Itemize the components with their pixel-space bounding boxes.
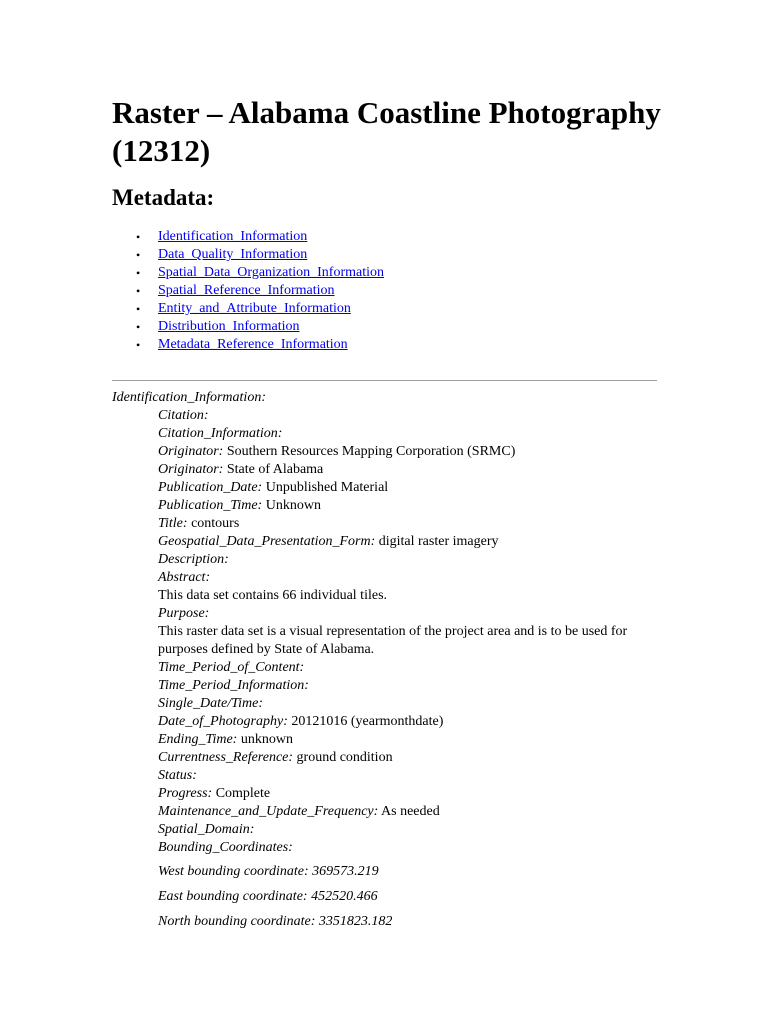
- bullet-icon: •: [136, 302, 141, 316]
- toc-item: [136, 300, 384, 318]
- east-bounding-coordinate: East bounding coordinate: 452520.466: [158, 889, 378, 904]
- field-row: [158, 713, 658, 731]
- field-value: As needed: [378, 804, 440, 819]
- field-value: Unknown: [262, 498, 321, 513]
- bullet-icon: •: [136, 248, 141, 262]
- abstract-text: This data set contains 66 individual tiles.: [158, 588, 388, 603]
- toc-item: [136, 282, 384, 300]
- field-row: [158, 731, 658, 749]
- field-value: Southern Resources Mapping Corporation (SRMC): [223, 444, 516, 459]
- field-key: Originator:: [158, 462, 224, 477]
- toc-item: [136, 228, 384, 246]
- table-of-contents: [136, 228, 385, 354]
- field-key: Maintenance_and_Update_Frequency:: [158, 804, 379, 819]
- section-divider: [112, 380, 657, 381]
- field-key: Title:: [158, 516, 188, 531]
- field-value: unknown: [237, 732, 293, 747]
- field-value: State of Alabama: [223, 462, 324, 477]
- toc-item: [136, 264, 385, 282]
- toc-link-spatial-reference[interactable]: Spatial_Reference_Information: [158, 283, 335, 298]
- field-key: Ending_Time:: [158, 732, 238, 747]
- field-row: [158, 479, 658, 497]
- field-value: ground condition: [293, 750, 393, 765]
- purpose-text: This raster data set is a visual representation of the project area and is to be used for purposes defined by State of Alabama.: [158, 624, 628, 657]
- field-row: [158, 533, 658, 551]
- section-title: Identification_Information:: [112, 390, 266, 405]
- toc-link-data-quality[interactable]: Data_Quality_Information: [158, 247, 308, 262]
- field-key: Citation_Information:: [158, 426, 283, 441]
- bullet-icon: •: [136, 284, 141, 298]
- bounding-coordinates: [158, 863, 658, 931]
- field-key: Progress:: [158, 786, 213, 801]
- field-row: [158, 443, 658, 461]
- field-key: Status:: [158, 768, 197, 783]
- toc-item: [136, 336, 384, 354]
- field-key: Description:: [158, 552, 229, 567]
- field-row: [158, 695, 658, 713]
- field-key: Single_Date/Time:: [158, 696, 263, 711]
- field-row: [158, 767, 658, 785]
- north-bounding-coordinate: North bounding coordinate: 3351823.182: [158, 914, 393, 929]
- field-key: Currentness_Reference:: [158, 750, 294, 765]
- field-row: [158, 785, 658, 803]
- field-value: digital raster imagery: [375, 534, 499, 549]
- toc-link-metadata-reference[interactable]: Metadata_Reference_Information: [158, 337, 348, 352]
- bullet-icon: •: [136, 320, 141, 334]
- field-key: Purpose:: [158, 606, 210, 621]
- field-key: Spatial_Domain:: [158, 822, 255, 837]
- field-row: [158, 425, 658, 443]
- field-row: [158, 605, 658, 623]
- field-value: contours: [187, 516, 240, 531]
- field-row: [158, 587, 658, 605]
- toc-link-spatial-data-organization[interactable]: Spatial_Data_Organization_Information: [158, 265, 385, 280]
- toc-item: [136, 318, 384, 336]
- toc-link-entity-attribute[interactable]: Entity_and_Attribute_Information: [158, 301, 351, 316]
- field-row: [158, 461, 658, 479]
- field-key: Time_Period_Information:: [158, 678, 309, 693]
- field-key: Publication_Date:: [158, 480, 263, 495]
- field-row: [158, 569, 658, 587]
- metadata-heading: Metadata:: [112, 185, 215, 210]
- toc-item: [136, 246, 384, 264]
- field-row: [158, 407, 658, 425]
- field-row: [158, 659, 658, 677]
- toc-link-identification[interactable]: Identification_Information: [158, 229, 308, 244]
- field-row: [158, 803, 658, 821]
- field-row: [158, 839, 658, 857]
- field-key: Publication_Time:: [158, 498, 263, 513]
- field-key: Originator:: [158, 444, 224, 459]
- field-row: [158, 821, 658, 839]
- field-key: Bounding_Coordinates:: [158, 840, 293, 855]
- bullet-icon: •: [136, 338, 141, 352]
- bullet-icon: •: [136, 230, 141, 244]
- field-row: [158, 497, 658, 515]
- field-key: Geospatial_Data_Presentation_Form:: [158, 534, 376, 549]
- field-key: Citation:: [158, 408, 209, 423]
- west-bounding-coordinate: West bounding coordinate: 369573.219: [158, 864, 379, 879]
- field-value: Complete: [212, 786, 271, 801]
- field-row: [158, 551, 658, 569]
- bullet-icon: •: [136, 266, 141, 280]
- metadata-fields: [158, 407, 658, 938]
- field-row: [158, 623, 658, 659]
- field-row: [158, 677, 658, 695]
- toc-link-distribution[interactable]: Distribution_Information: [158, 319, 300, 334]
- field-value: 20121016 (yearmonthdate): [287, 714, 444, 729]
- field-value: Unpublished Material: [262, 480, 389, 495]
- field-row: [158, 515, 658, 533]
- field-key: Date_of_Photography:: [158, 714, 288, 729]
- field-row: [158, 749, 658, 767]
- field-key: Time_Period_of_Content:: [158, 660, 305, 675]
- page-title: Raster – Alabama Coastline Photography (12312): [112, 95, 661, 168]
- field-key: Abstract:: [158, 570, 211, 585]
